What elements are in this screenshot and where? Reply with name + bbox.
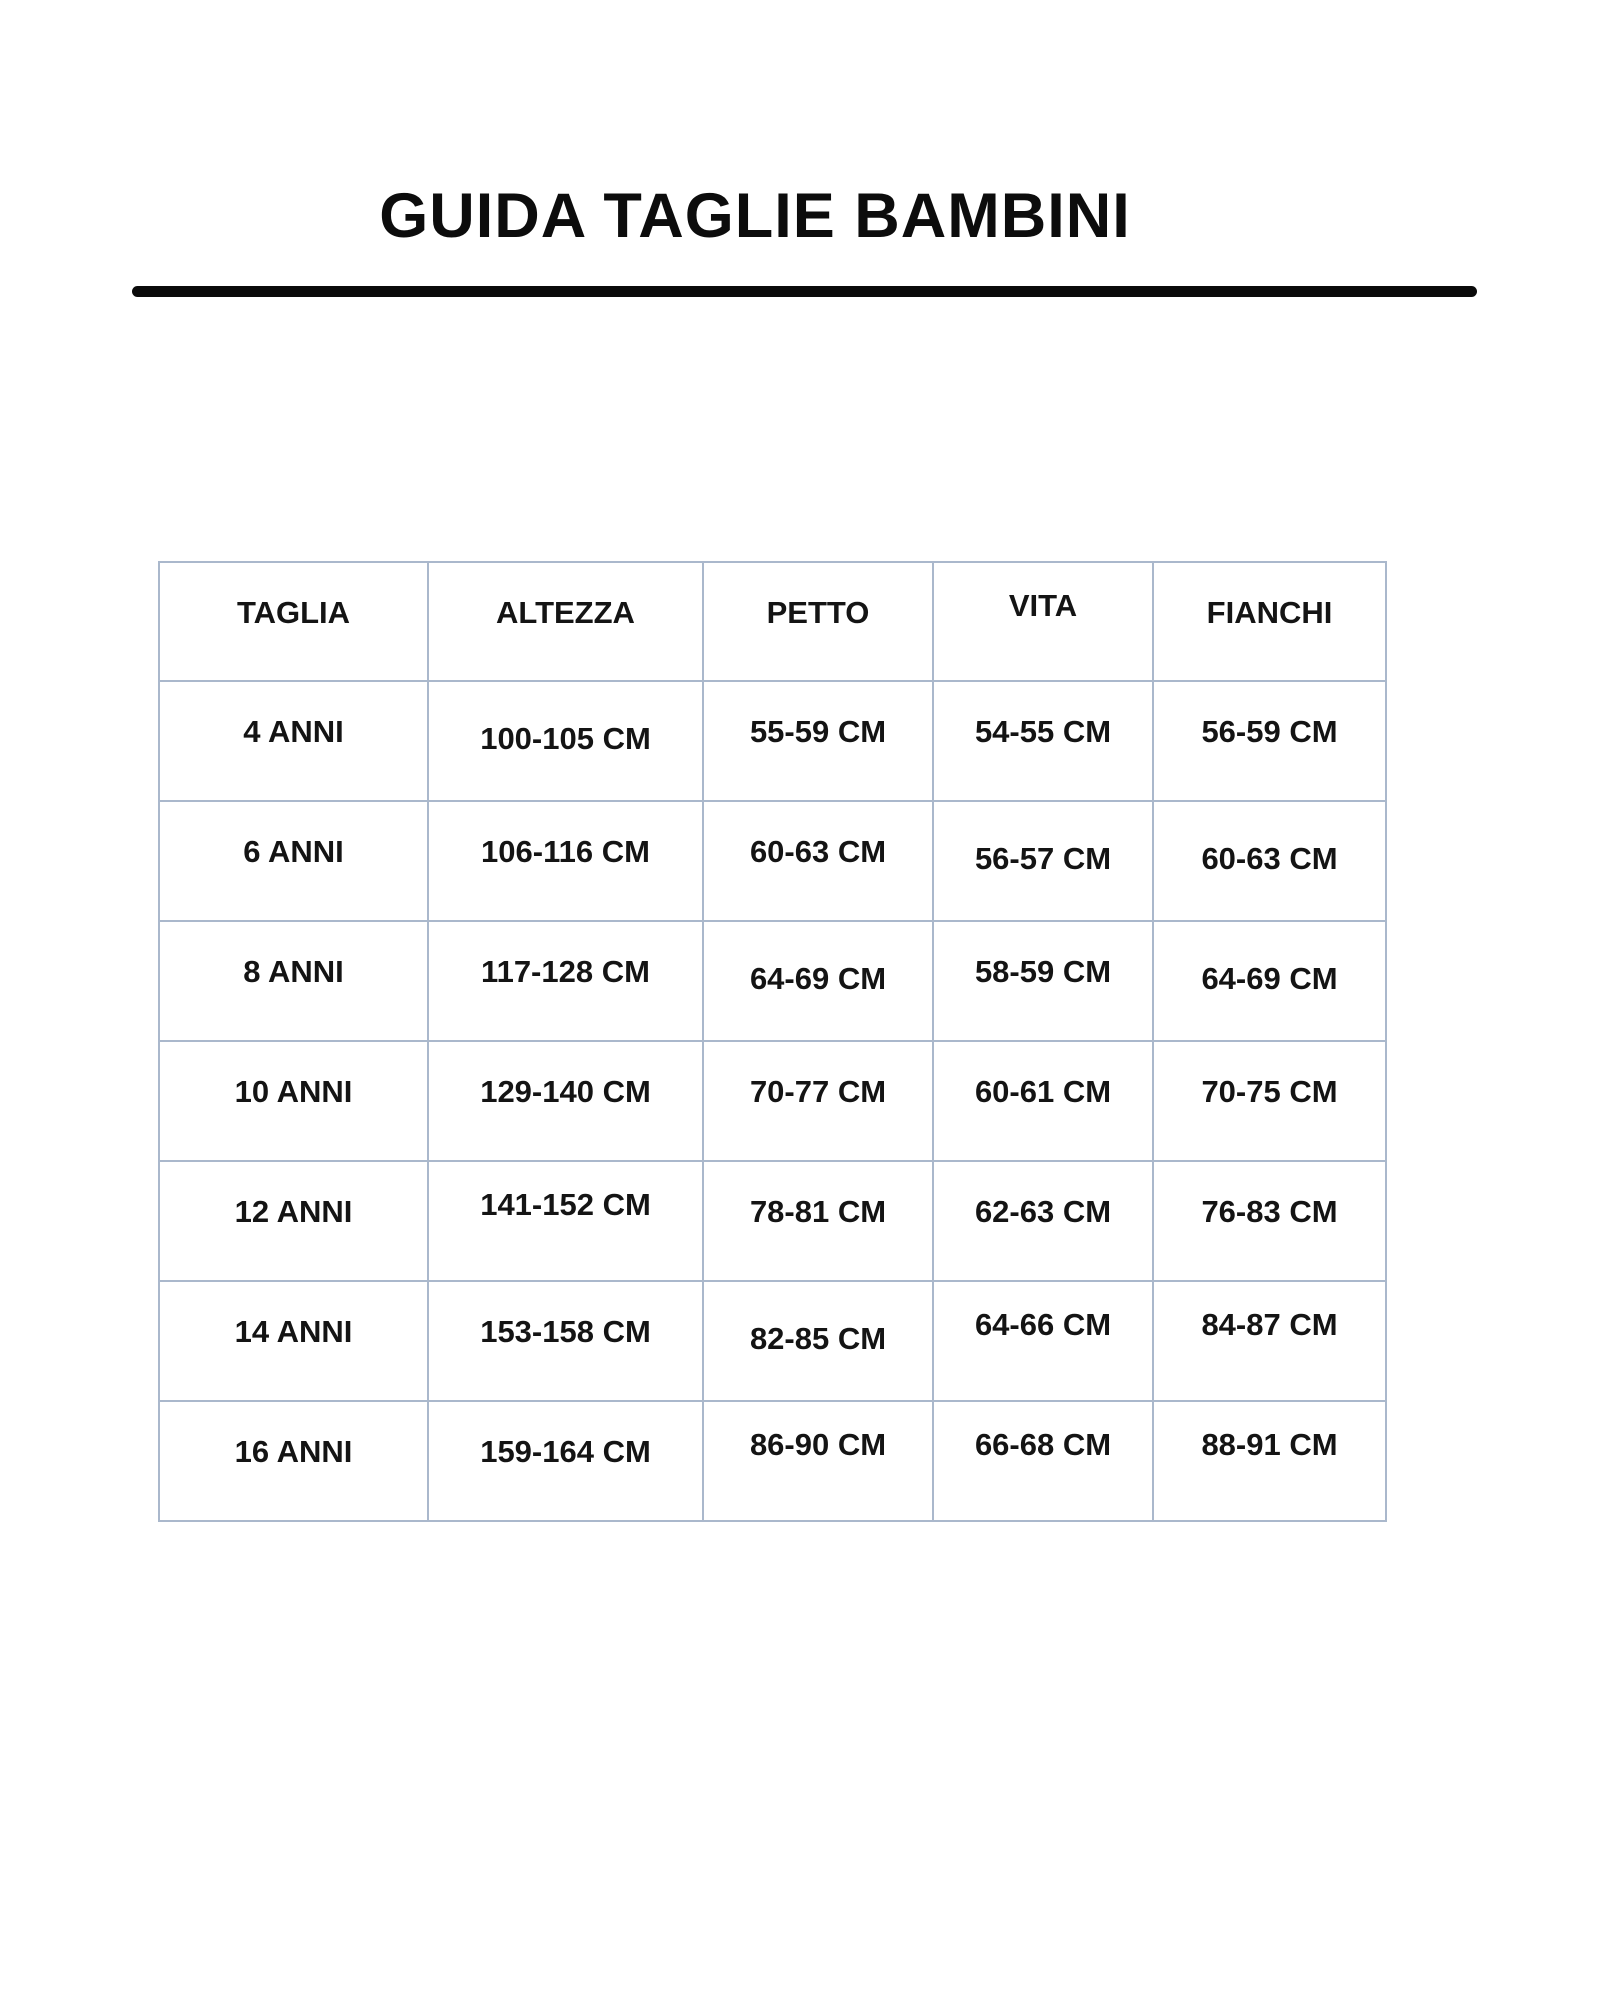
table-cell: 4 ANNI	[159, 681, 428, 801]
table-cell: 84-87 CM	[1153, 1281, 1386, 1401]
table-cell: 58-59 CM	[933, 921, 1153, 1041]
table-cell: 82-85 CM	[703, 1281, 933, 1401]
table-cell: 153-158 CM	[428, 1281, 703, 1401]
column-header-taglia: TAGLIA	[159, 562, 428, 681]
table-row	[159, 801, 1386, 921]
table-header-row	[159, 562, 1386, 681]
table-cell: 100-105 CM	[428, 681, 703, 801]
table-cell: 60-63 CM	[703, 801, 933, 921]
table-cell: 88-91 CM	[1153, 1401, 1386, 1521]
table-cell: 16 ANNI	[159, 1401, 428, 1521]
table-row	[159, 921, 1386, 1041]
table-row	[159, 1281, 1386, 1401]
table-cell: 70-75 CM	[1153, 1041, 1386, 1161]
table-cell: 117-128 CM	[428, 921, 703, 1041]
column-header-vita: VITA	[933, 562, 1153, 681]
table-cell: 56-59 CM	[1153, 681, 1386, 801]
table-cell: 64-69 CM	[1153, 921, 1386, 1041]
table-cell: 56-57 CM	[933, 801, 1153, 921]
table-cell: 66-68 CM	[933, 1401, 1153, 1521]
table-cell: 129-140 CM	[428, 1041, 703, 1161]
table-cell: 64-66 CM	[933, 1281, 1153, 1401]
table-cell: 60-63 CM	[1153, 801, 1386, 921]
table-cell: 64-69 CM	[703, 921, 933, 1041]
table-row	[159, 1401, 1386, 1521]
column-header-altezza: ALTEZZA	[428, 562, 703, 681]
table-cell: 78-81 CM	[703, 1161, 933, 1281]
table-cell: 141-152 CM	[428, 1161, 703, 1281]
table-cell: 86-90 CM	[703, 1401, 933, 1521]
table-row	[159, 681, 1386, 801]
table-cell: 60-61 CM	[933, 1041, 1153, 1161]
table-cell: 8 ANNI	[159, 921, 428, 1041]
table-row	[159, 1041, 1386, 1161]
table-cell: 6 ANNI	[159, 801, 428, 921]
table-cell: 62-63 CM	[933, 1161, 1153, 1281]
table-cell: 10 ANNI	[159, 1041, 428, 1161]
page-title: GUIDA TAGLIE BAMBINI	[379, 181, 1131, 251]
column-header-fianchi: FIANCHI	[1153, 562, 1386, 681]
table-cell: 76-83 CM	[1153, 1161, 1386, 1281]
table-cell: 14 ANNI	[159, 1281, 428, 1401]
title-underline-rule	[132, 286, 1477, 297]
size-guide-table	[158, 561, 1387, 1522]
column-header-petto: PETTO	[703, 562, 933, 681]
table-cell: 159-164 CM	[428, 1401, 703, 1521]
table-cell: 70-77 CM	[703, 1041, 933, 1161]
table-cell: 55-59 CM	[703, 681, 933, 801]
table-cell: 54-55 CM	[933, 681, 1153, 801]
table-cell: 12 ANNI	[159, 1161, 428, 1281]
table-row	[159, 1161, 1386, 1281]
table-cell: 106-116 CM	[428, 801, 703, 921]
